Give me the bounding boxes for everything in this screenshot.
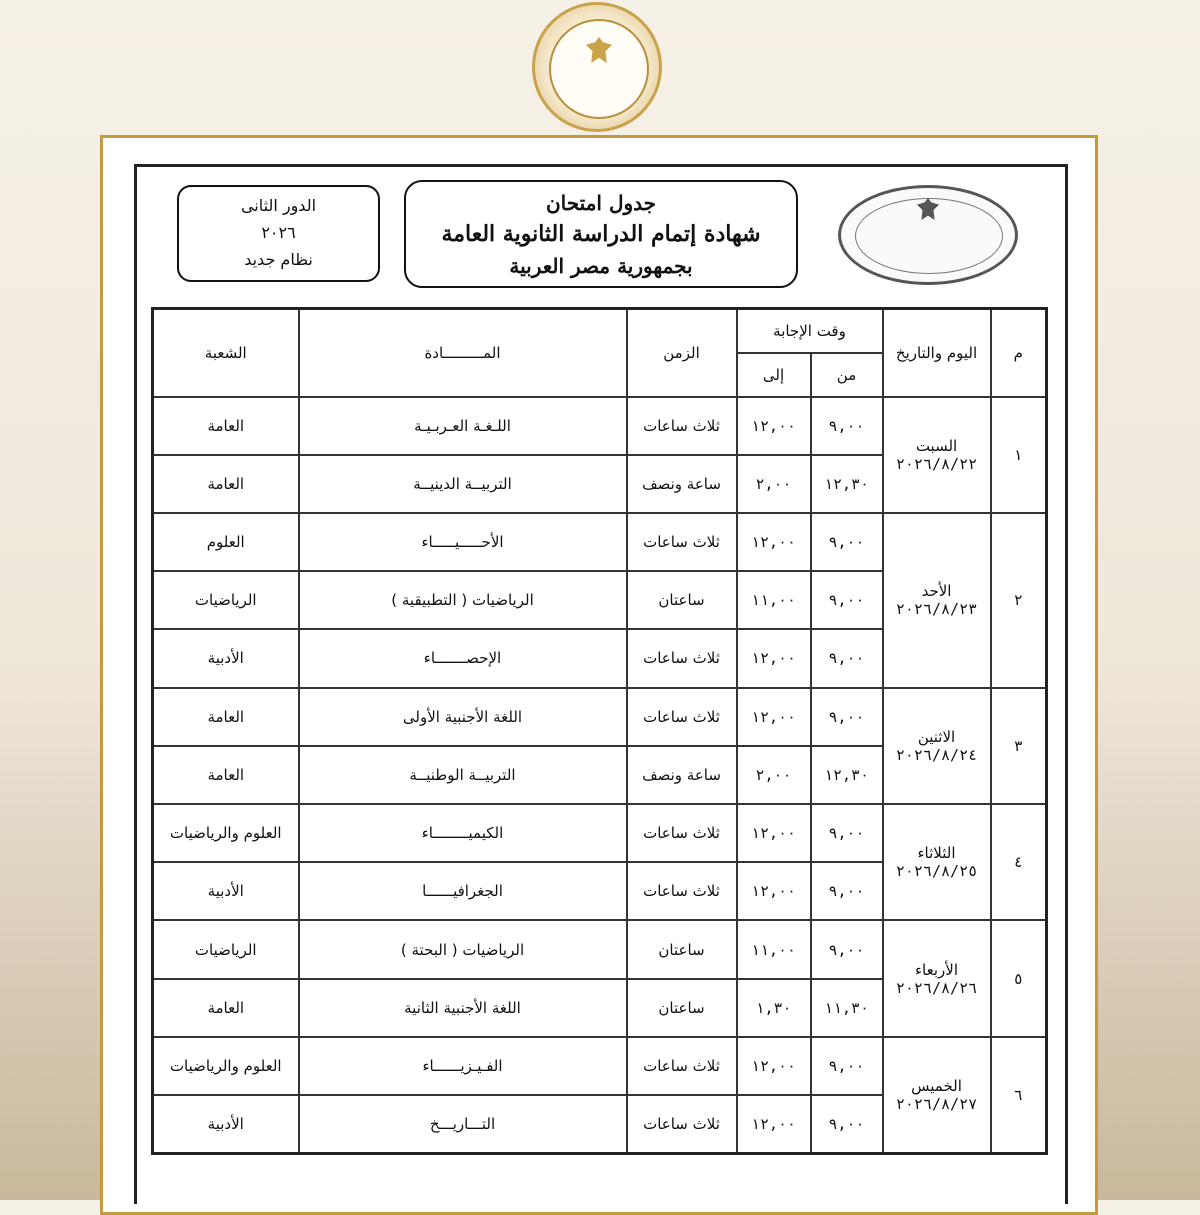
end-time: ٢,٠٠ <box>737 746 811 804</box>
header-num: م <box>991 309 1047 397</box>
day-name: الأربعاء <box>915 960 959 979</box>
header-answer-time: وقت الإجابة <box>737 309 883 353</box>
start-time: ٩,٠٠ <box>811 629 883 687</box>
start-time: ٩,٠٠ <box>811 862 883 920</box>
ministry-seal-header <box>838 185 1018 285</box>
subject-name: الفـيـزيــــــاء <box>299 1037 627 1095</box>
exam-date: ٢٠٢٦/٨/٢٥ <box>895 862 978 881</box>
end-time: ١٢,٠٠ <box>737 862 811 920</box>
exam-duration: ثلاث ساعات <box>627 513 737 571</box>
day-number: ٥ <box>991 920 1047 1036</box>
header-from: من <box>811 353 883 397</box>
term-label: الدور الثانى <box>240 196 317 215</box>
end-time: ١٢,٠٠ <box>737 688 811 746</box>
end-time: ١,٣٠ <box>737 979 811 1037</box>
end-time: ١١,٠٠ <box>737 920 811 978</box>
start-time: ٩,٠٠ <box>811 571 883 629</box>
branch-name: العلوم والرياضيات <box>153 1037 299 1095</box>
start-time: ١٢,٣٠ <box>811 455 883 513</box>
exam-date: ٢٠٢٦/٨/٢٢ <box>895 454 978 473</box>
subject-name: الكيميــــــــاء <box>299 804 627 862</box>
end-time: ١٢,٠٠ <box>737 629 811 687</box>
start-time: ٩,٠٠ <box>811 920 883 978</box>
table-row <box>153 920 1047 978</box>
branch-name: العامة <box>153 688 299 746</box>
start-time: ٩,٠٠ <box>811 513 883 571</box>
day-date-cell <box>883 1037 991 1154</box>
day-name: السبت <box>915 436 958 455</box>
exam-duration: ثلاث ساعات <box>627 397 737 455</box>
end-time: ١٢,٠٠ <box>737 804 811 862</box>
branch-name: العامة <box>153 979 299 1037</box>
branch-name: الأدبية <box>153 862 299 920</box>
exam-duration: ساعة ونصف <box>627 455 737 513</box>
header-branch: الشعبة <box>153 309 299 397</box>
ministry-seal-top <box>532 2 662 132</box>
header-day-date: اليوم والتاريخ <box>883 309 991 397</box>
day-name: الخميس <box>911 1076 962 1095</box>
exam-duration: ساعتان <box>627 571 737 629</box>
start-time: ٩,٠٠ <box>811 1095 883 1153</box>
end-time: ٢,٠٠ <box>737 455 811 513</box>
end-time: ١٢,٠٠ <box>737 1037 811 1095</box>
branch-name: العلوم <box>153 513 299 571</box>
day-number: ٦ <box>991 1037 1047 1154</box>
branch-name: الأدبية <box>153 629 299 687</box>
start-time: ١٢,٣٠ <box>811 746 883 804</box>
branch-name: العلوم والرياضيات <box>153 804 299 862</box>
term-year: ٢٠٢٦ <box>261 223 296 242</box>
subject-name: الإحصـــــــاء <box>299 629 627 687</box>
exam-date: ٢٠٢٦/٨/٢٦ <box>895 978 978 997</box>
exam-duration: ثلاث ساعات <box>627 688 737 746</box>
branch-name: العامة <box>153 746 299 804</box>
day-number: ٢ <box>991 513 1047 688</box>
exam-duration: ساعة ونصف <box>627 746 737 804</box>
day-date-cell <box>883 397 991 513</box>
branch-name: الرياضيات <box>153 571 299 629</box>
start-time: ٩,٠٠ <box>811 1037 883 1095</box>
branch-name: العامة <box>153 397 299 455</box>
start-time: ١١,٣٠ <box>811 979 883 1037</box>
title-line-2: شهادة إتمام الدراسة الثانوية العامة <box>441 221 761 247</box>
title-line-1: جدول امتحان <box>545 191 656 215</box>
document-title-box <box>404 180 798 288</box>
subject-name: التربيــة الدينيــة <box>299 455 627 513</box>
end-time: ١٢,٠٠ <box>737 397 811 455</box>
subject-name: التـــاريـــخ <box>299 1095 627 1153</box>
table-row <box>153 397 1047 455</box>
day-date-cell <box>883 920 991 1036</box>
branch-name: الأدبية <box>153 1095 299 1153</box>
bottom-strip <box>134 1160 1068 1200</box>
table-row <box>153 1037 1047 1095</box>
subject-name: اللغة الأجنبية الثانية <box>299 979 627 1037</box>
table-row <box>153 804 1047 862</box>
start-time: ٩,٠٠ <box>811 397 883 455</box>
start-time: ٩,٠٠ <box>811 688 883 746</box>
subject-name: اللغة الأجنبية الأولى <box>299 688 627 746</box>
subject-name: اللـغـة العـربـيـة <box>299 397 627 455</box>
branch-name: العامة <box>153 455 299 513</box>
day-number: ٣ <box>991 688 1047 804</box>
exam-duration: ثلاث ساعات <box>627 1037 737 1095</box>
exam-duration: ساعتان <box>627 920 737 978</box>
exam-date: ٢٠٢٦/٨/٢٣ <box>895 600 978 619</box>
exam-term-box <box>177 185 380 282</box>
day-date-cell <box>883 513 991 688</box>
subject-name: التربيــة الوطنيــة <box>299 746 627 804</box>
exam-duration: ثلاث ساعات <box>627 862 737 920</box>
subject-name: الرياضيات ( البحتة ) <box>299 920 627 978</box>
day-number: ١ <box>991 397 1047 513</box>
day-number: ٤ <box>991 804 1047 920</box>
end-time: ١٢,٠٠ <box>737 1095 811 1153</box>
exam-schedule-table <box>151 307 1048 1155</box>
end-time: ١١,٠٠ <box>737 571 811 629</box>
title-line-3: بجمهورية مصر العربية <box>509 254 693 278</box>
end-time: ١٢,٠٠ <box>737 513 811 571</box>
table-row <box>153 513 1047 571</box>
day-date-cell <box>883 688 991 804</box>
day-name: الاثنين <box>917 727 956 746</box>
subject-name: الأحـــــيـــــاء <box>299 513 627 571</box>
day-date-cell <box>883 804 991 920</box>
subject-name: الرياضيات ( التطبيقية ) <box>299 571 627 629</box>
branch-name: الرياضيات <box>153 920 299 978</box>
header-subject: المـــــــــادة <box>299 309 627 397</box>
header-to: إلى <box>737 353 811 397</box>
exam-duration: ثلاث ساعات <box>627 629 737 687</box>
exam-date: ٢٠٢٦/٨/٢٧ <box>895 1094 978 1113</box>
exam-duration: ثلاث ساعات <box>627 804 737 862</box>
exam-date: ٢٠٢٦/٨/٢٤ <box>895 745 978 764</box>
header-duration: الزمن <box>627 309 737 397</box>
exam-duration: ساعتان <box>627 979 737 1037</box>
subject-name: الجغرافيــــــا <box>299 862 627 920</box>
day-name: الأحد <box>921 582 952 601</box>
exam-duration: ثلاث ساعات <box>627 1095 737 1153</box>
day-name: الثلاثاء <box>917 844 956 863</box>
start-time: ٩,٠٠ <box>811 804 883 862</box>
eagle-emblem-icon <box>586 37 612 63</box>
term-system: نظام جديد <box>244 250 313 269</box>
table-row <box>153 688 1047 746</box>
